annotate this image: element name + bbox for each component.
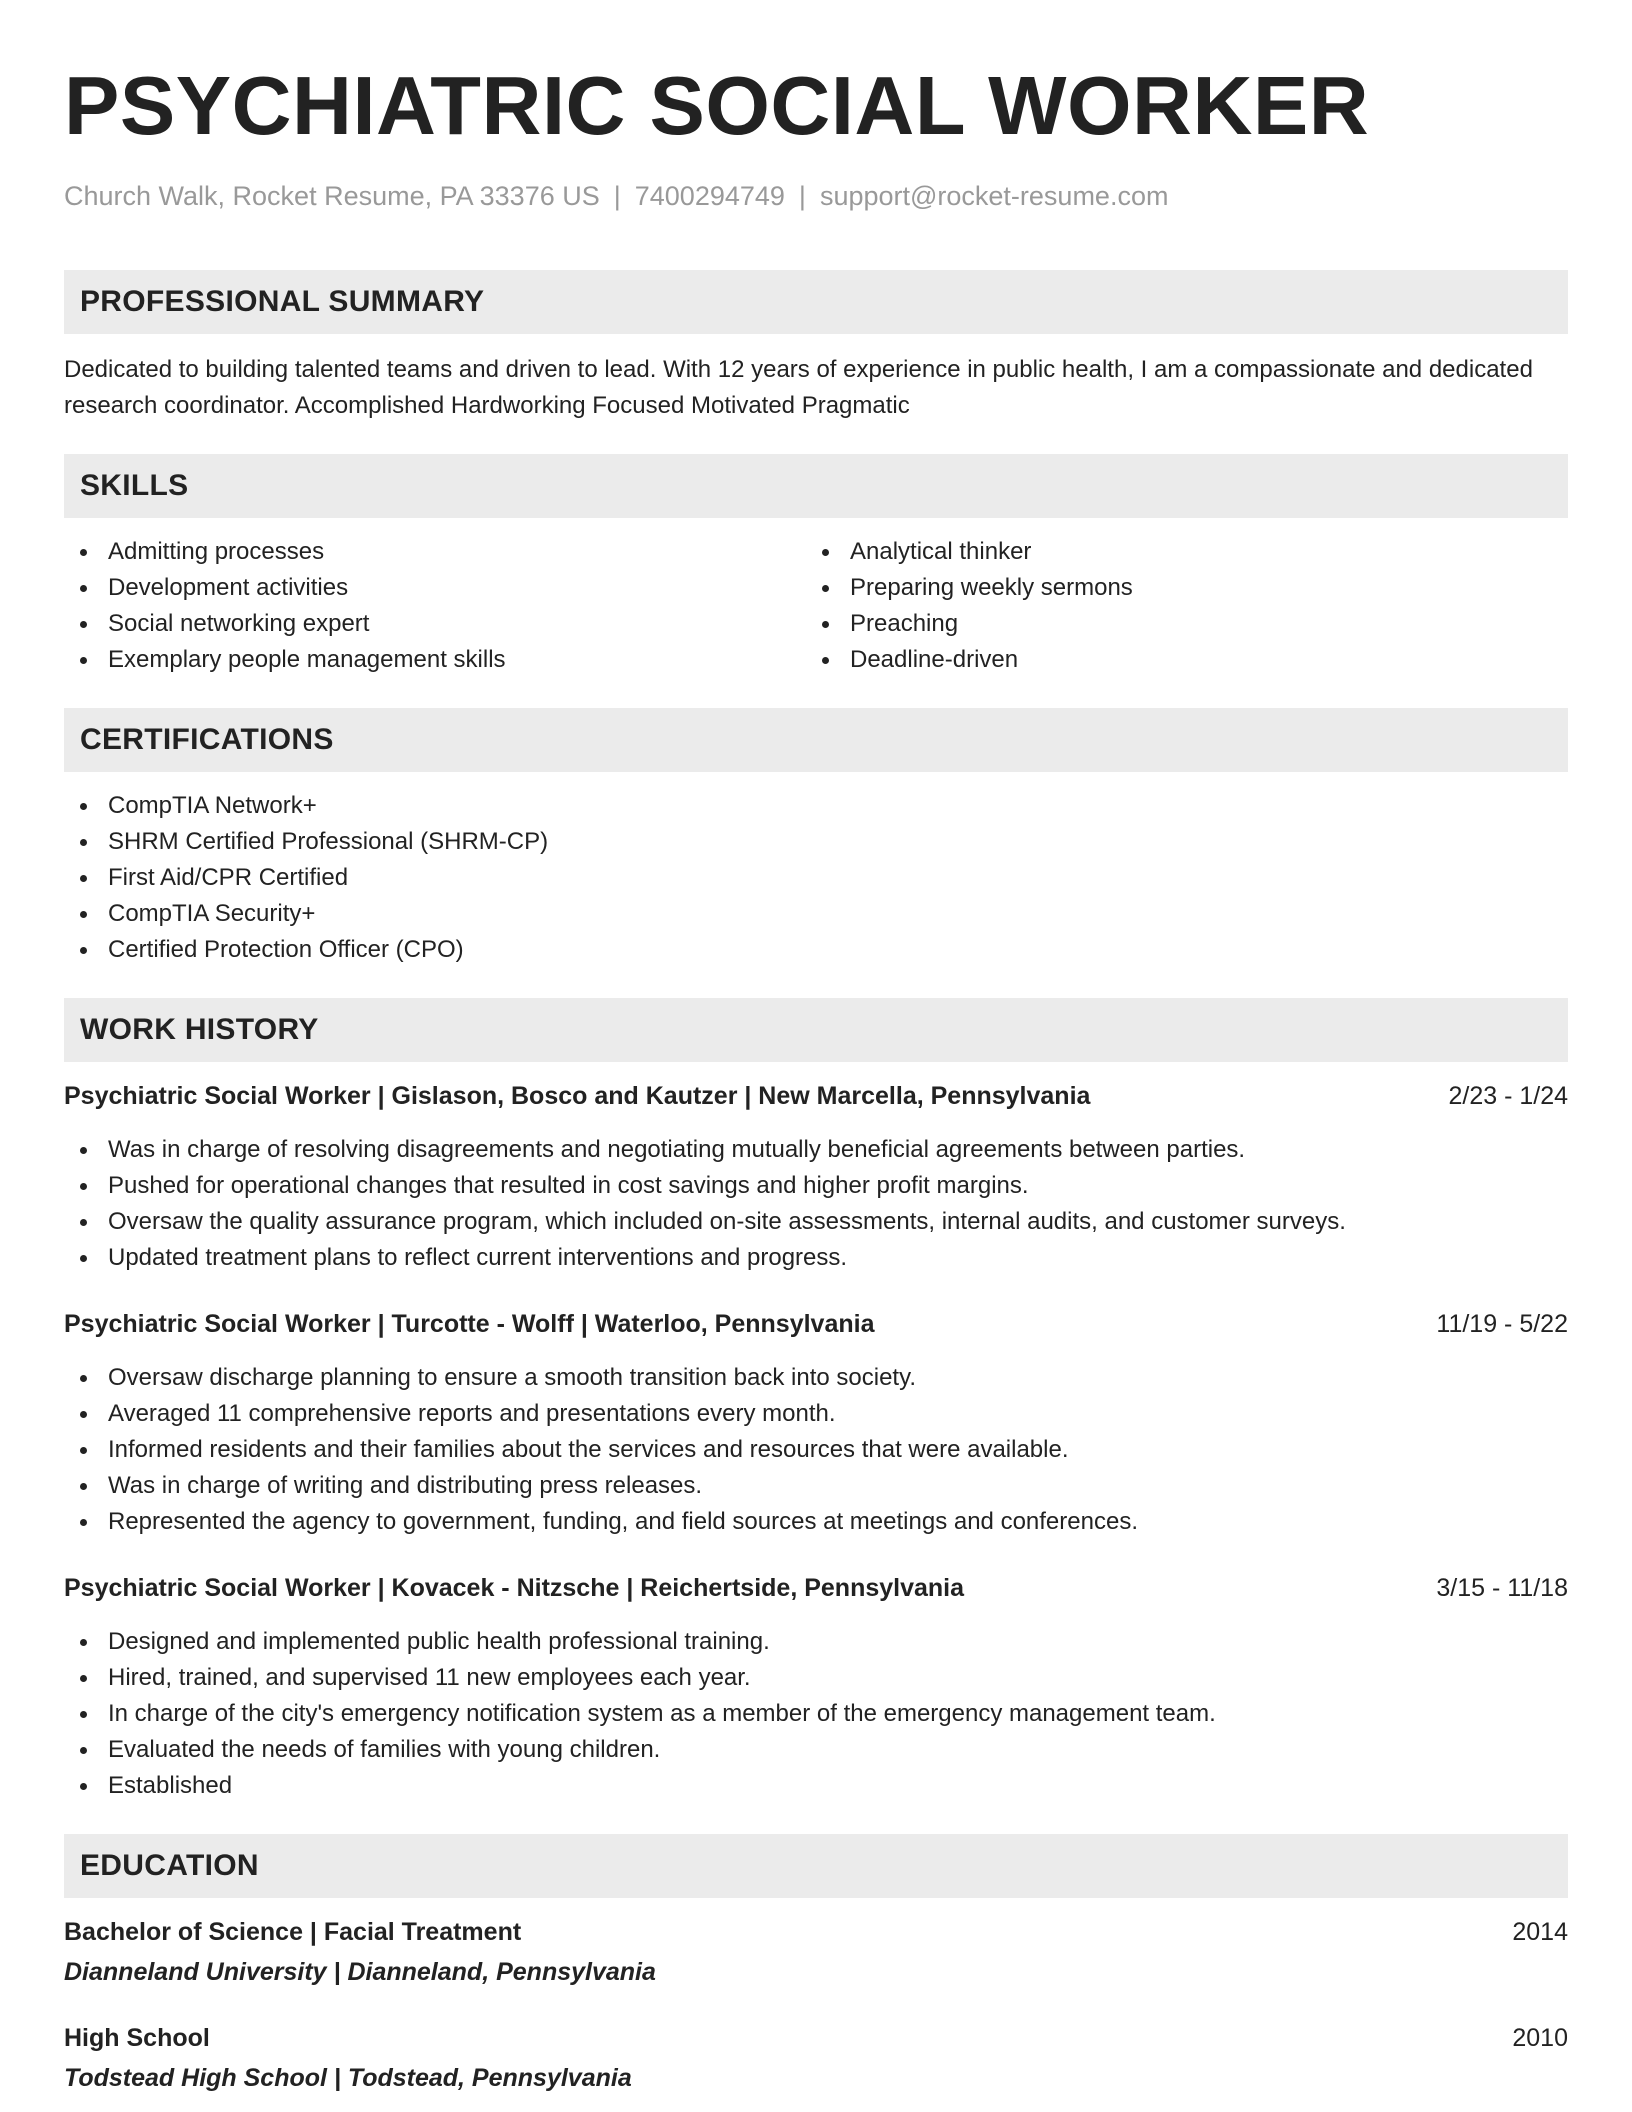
section-header-summary: PROFESSIONAL SUMMARY — [64, 270, 1568, 334]
education-school: Dianneland University | Dianneland, Pennsylvania — [64, 1958, 656, 1986]
job-title: Psychiatric Social Worker | Turcotte - Wolff | Waterloo, Pennsylvania — [64, 1310, 875, 1338]
skills-list-right — [806, 534, 1548, 678]
certifications-list — [64, 788, 1568, 968]
education-school: Todstead High School | Todstead, Pennsylvania — [64, 2064, 632, 2092]
contact-phone: 7400294749 — [634, 181, 785, 211]
certification-item: First Aid/CPR Certified — [64, 860, 1568, 896]
section-header-skills: SKILLS — [64, 454, 1568, 518]
summary-text: Dedicated to building talented teams and driven to lead. With 12 years of experience in public health, I am a compassionate and dedicated research coordinator. Accomplished Hardworking Focused Motivated Pragmatic — [64, 356, 1533, 419]
skills-list-left — [64, 534, 806, 678]
job-bullet: Oversaw discharge planning to ensure a smooth transition back into society. — [64, 1360, 1568, 1396]
job-dates: 3/15 - 11/18 — [1436, 1574, 1568, 1602]
job-bullets — [64, 1624, 1568, 1804]
job-bullet: In charge of the city's emergency notification system as a member of the emergency management team. — [64, 1696, 1568, 1732]
education-year: 2014 — [1512, 1918, 1568, 1946]
education-header — [64, 1914, 1568, 1950]
job-bullet: Updated treatment plans to reflect current interventions and progress. — [64, 1240, 1568, 1276]
section-header-education: EDUCATION — [64, 1834, 1568, 1898]
skill-item: Exemplary people management skills — [64, 642, 806, 678]
contact-address: Church Walk, Rocket Resume, PA 33376 US — [64, 181, 600, 211]
section-header-certifications: CERTIFICATIONS — [64, 708, 1568, 772]
job-bullet: Pushed for operational changes that resulted in cost savings and higher profit margins. — [64, 1168, 1568, 1204]
job-bullet: Averaged 11 comprehensive reports and presentations every month. — [64, 1396, 1568, 1432]
skill-item: Preaching — [806, 606, 1548, 642]
job-title: Psychiatric Social Worker | Kovacek - Nitzsche | Reichertside, Pennsylvania — [64, 1574, 965, 1602]
skill-item: Analytical thinker — [806, 534, 1548, 570]
education-degree: Bachelor of Science | Facial Treatment — [64, 1918, 522, 1946]
job-bullet: Designed and implemented public health professional training. — [64, 1624, 1568, 1660]
certification-item: CompTIA Security+ — [64, 896, 1568, 932]
education-year: 2010 — [1512, 2024, 1568, 2052]
skill-item: Development activities — [64, 570, 806, 606]
job-header — [64, 1570, 1568, 1606]
education-entry — [64, 1914, 1568, 1990]
contact-separator: | — [798, 181, 806, 211]
certification-item: Certified Protection Officer (CPO) — [64, 932, 1568, 968]
job-bullet: Was in charge of resolving disagreements and negotiating mutually beneficial agreements between parties. — [64, 1132, 1568, 1168]
job-bullet: Oversaw the quality assurance program, which included on-site assessments, internal audits, and customer surveys. — [64, 1204, 1568, 1240]
job-bullet: Was in charge of writing and distributing press releases. — [64, 1468, 1568, 1504]
job-bullets — [64, 1132, 1568, 1276]
education-entry — [64, 2020, 1568, 2096]
resume-name: PSYCHIATRIC SOCIAL WORKER — [64, 59, 1370, 152]
job-title: Psychiatric Social Worker | Gislason, Bosco and Kautzer | New Marcella, Pennsylvania — [64, 1082, 1091, 1110]
skills-grid — [64, 534, 1568, 678]
skill-item: Preparing weekly sermons — [806, 570, 1548, 606]
education-degree: High School — [64, 2024, 210, 2052]
job-bullet: Evaluated the needs of families with young children. — [64, 1732, 1568, 1768]
job-header — [64, 1306, 1568, 1342]
contact-email: support@rocket-resume.com — [819, 181, 1169, 211]
contact-line — [64, 178, 1568, 214]
job-bullet: Represented the agency to government, funding, and field sources at meetings and conferences. — [64, 1504, 1568, 1540]
education-header — [64, 2020, 1568, 2056]
job-bullet: Established — [64, 1768, 1568, 1804]
job-header — [64, 1078, 1568, 1114]
job-bullet: Informed residents and their families about the services and resources that were available. — [64, 1432, 1568, 1468]
job-bullets — [64, 1360, 1568, 1540]
skill-item: Admitting processes — [64, 534, 806, 570]
job-dates: 11/19 - 5/22 — [1436, 1310, 1568, 1338]
skill-item: Deadline-driven — [806, 642, 1548, 678]
job-dates: 2/23 - 1/24 — [1448, 1082, 1568, 1110]
certification-item: SHRM Certified Professional (SHRM-CP) — [64, 824, 1568, 860]
skill-item: Social networking expert — [64, 606, 806, 642]
job-entry — [64, 1306, 1568, 1540]
job-entry — [64, 1570, 1568, 1804]
contact-separator: | — [613, 181, 621, 211]
job-bullet: Hired, trained, and supervised 11 new employees each year. — [64, 1660, 1568, 1696]
job-entry — [64, 1078, 1568, 1276]
section-header-work-history: WORK HISTORY — [64, 998, 1568, 1062]
certification-item: CompTIA Network+ — [64, 788, 1568, 824]
